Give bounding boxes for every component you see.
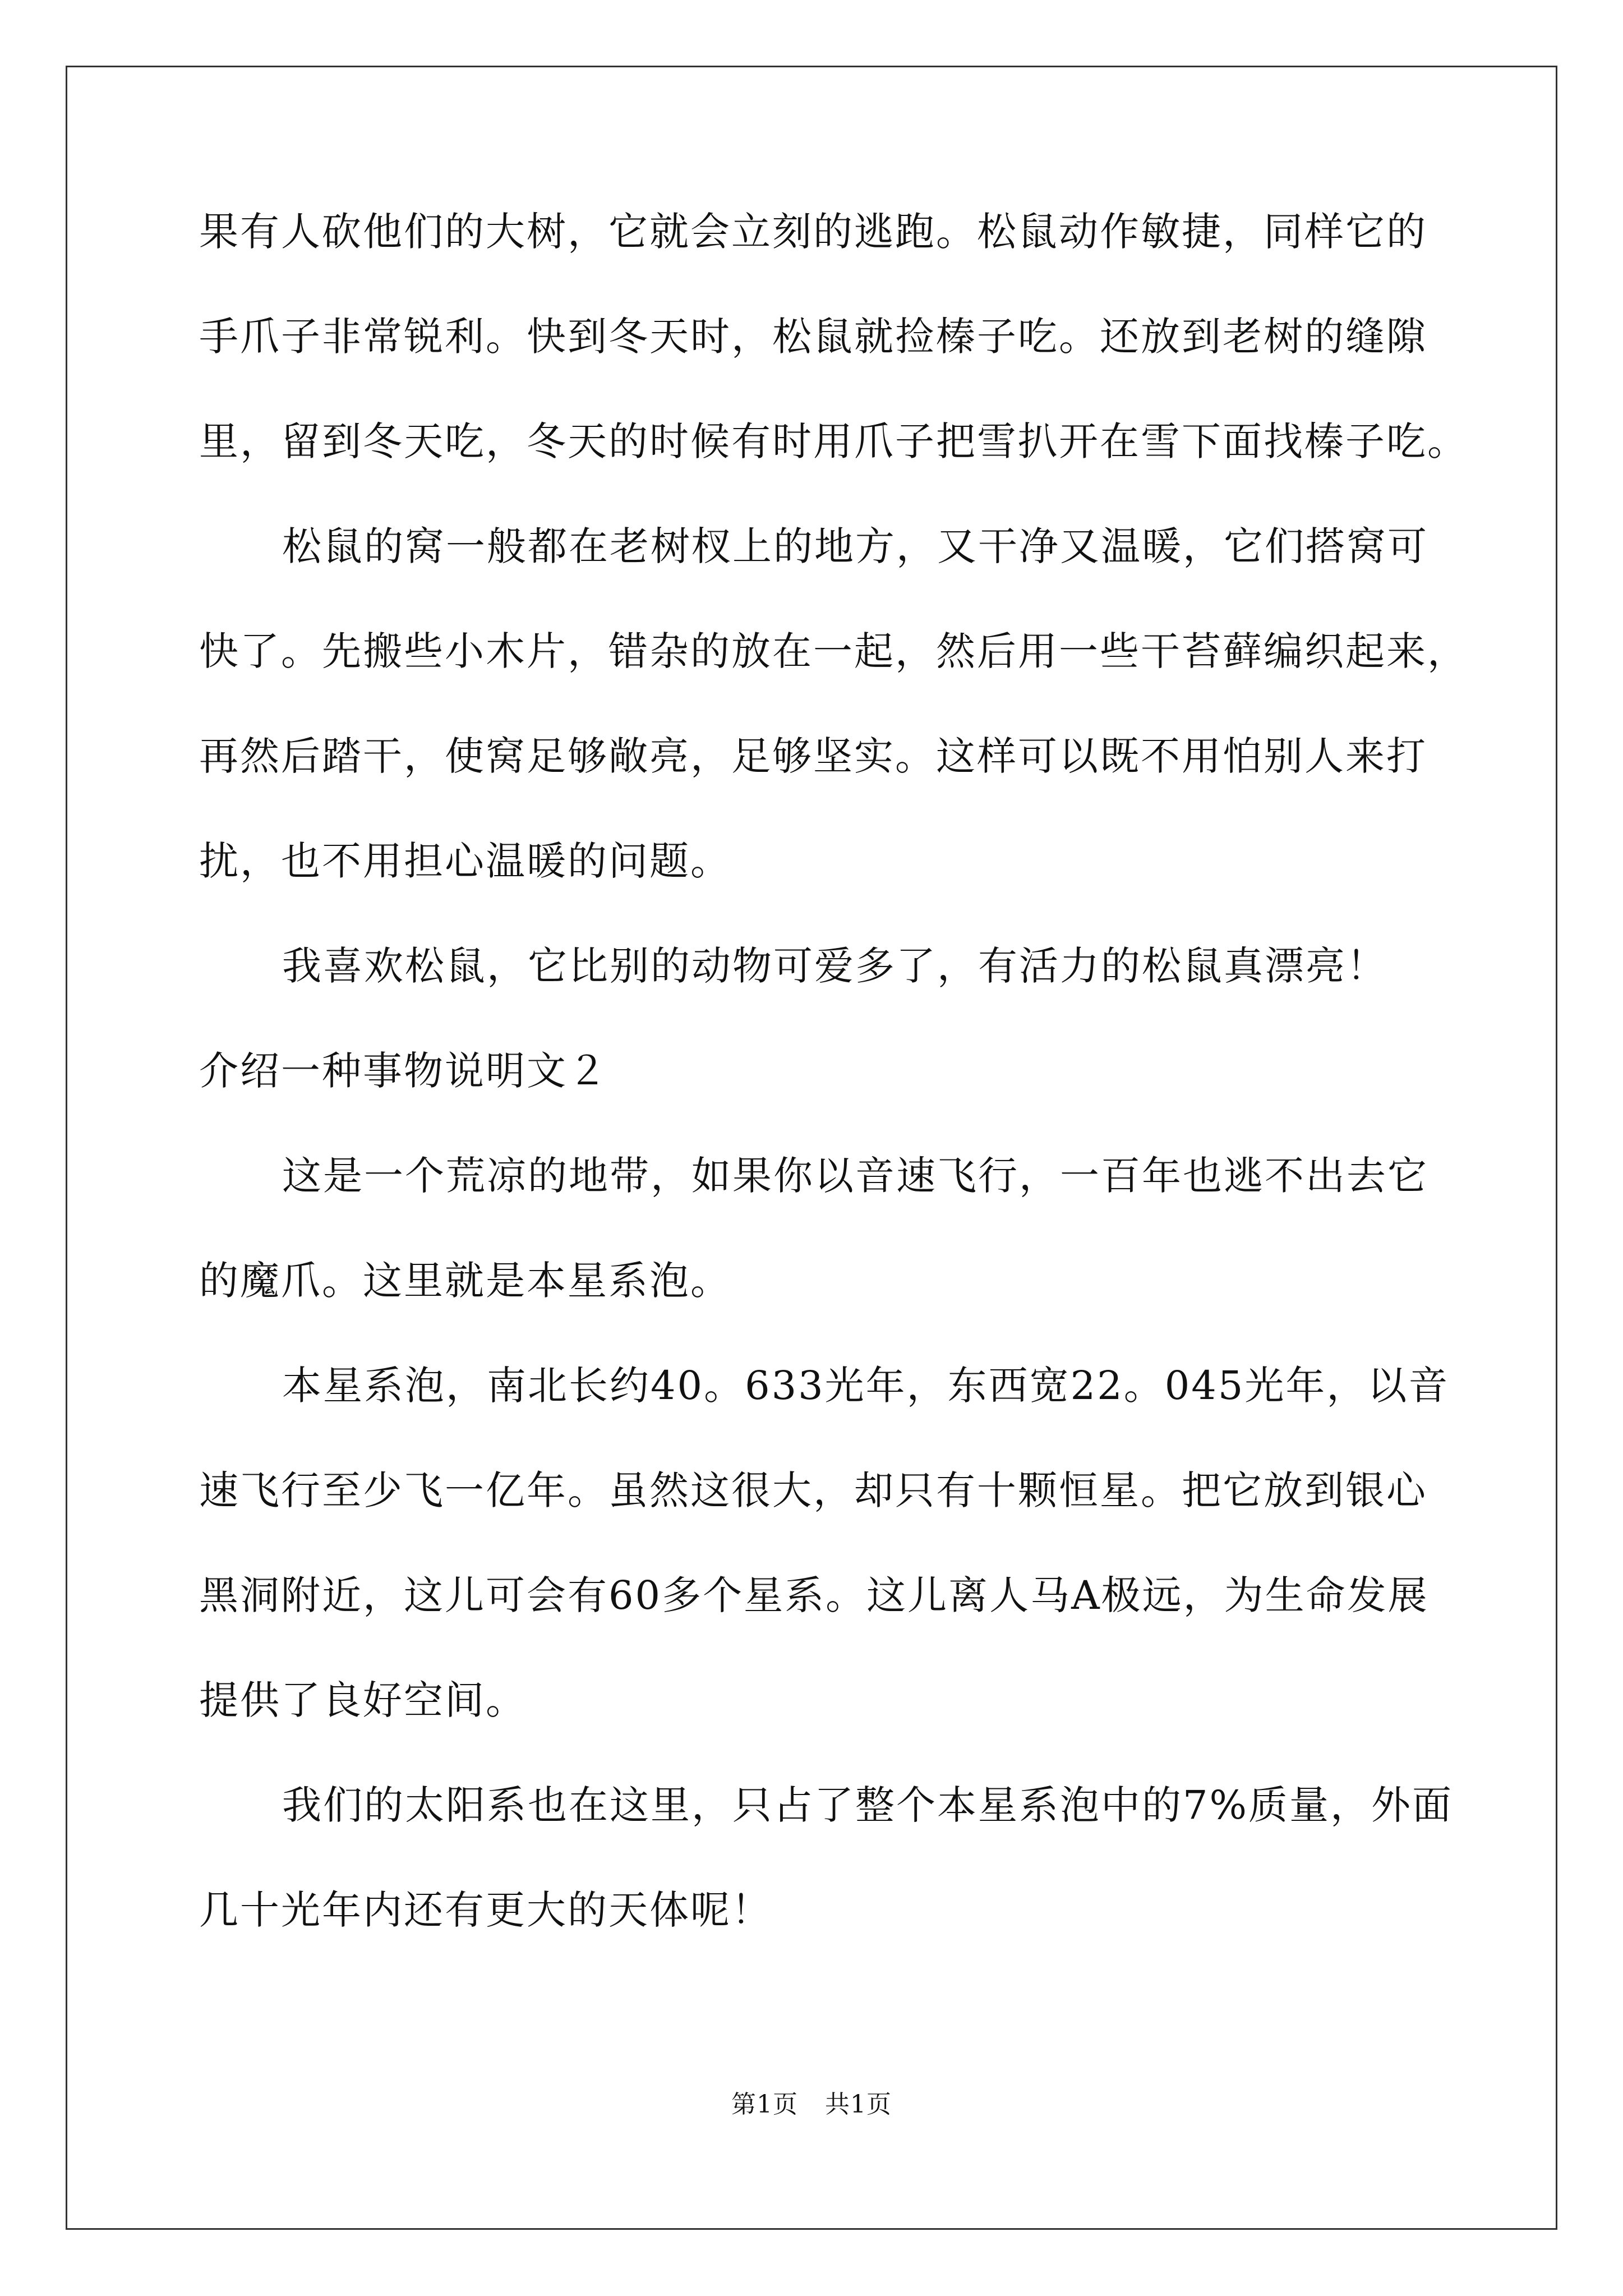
text-line: 几十光年内还有更大的天体呢！	[199, 1887, 772, 1933]
text-line: 我喜欢松鼠，它比别的动物可爱多了，有活力的松鼠真漂亮！	[282, 943, 1387, 989]
text-line: 再然后踏干，使窝足够敞亮，足够坚实。这样可以既不用怕别人来打	[199, 733, 1427, 779]
text-line: 速飞行至少飞一亿年。虽然这很大，却只有十颗恒星。把它放到银心	[199, 1467, 1427, 1513]
section-heading: 介绍一种事物说明文２	[199, 1048, 608, 1094]
text-line: 本星系泡，南北长约40。633光年，东西宽22。045光年，以音	[282, 1363, 1450, 1409]
text-line: 里，留到冬天吃，冬天的时候有时用爪子把雪扒开在雪下面找榛子吃。	[199, 418, 1468, 464]
text-line: 松鼠的窝一般都在老树杈上的地方，又干净又温暖，它们搭窝可	[282, 523, 1428, 569]
page-number: 第1页	[731, 2090, 798, 2119]
text-line: 手爪子非常锐利。快到冬天时，松鼠就捡榛子吃。还放到老树的缝隙	[199, 314, 1427, 360]
page-footer	[0, 2084, 1623, 2120]
page-total: 共1页	[825, 2090, 892, 2119]
text-line: 这是一个荒凉的地带，如果你以音速飞行，一百年也逃不出去它	[282, 1153, 1428, 1199]
document-body	[199, 209, 1468, 1995]
text-line: 我们的太阳系也在这里，只占了整个本星系泡中的7%质量，外面	[282, 1782, 1454, 1828]
text-line: 果有人砍他们的大树，它就会立刻的逃跑。松鼠动作敏捷，同样它的	[199, 209, 1427, 255]
text-line: 快了。先搬些小木片，错杂的放在一起，然后用一些干苔藓编织起来，	[199, 628, 1468, 674]
text-line: 提供了良好空间。	[199, 1677, 527, 1723]
text-line: 扰，也不用担心温暖的问题。	[199, 838, 731, 884]
text-line: 的魔爪。这里就是本星系泡。	[199, 1258, 731, 1304]
text-line: 黑洞附近，这儿可会有60多个星系。这儿离人马A极远，为生命发展	[199, 1572, 1429, 1618]
